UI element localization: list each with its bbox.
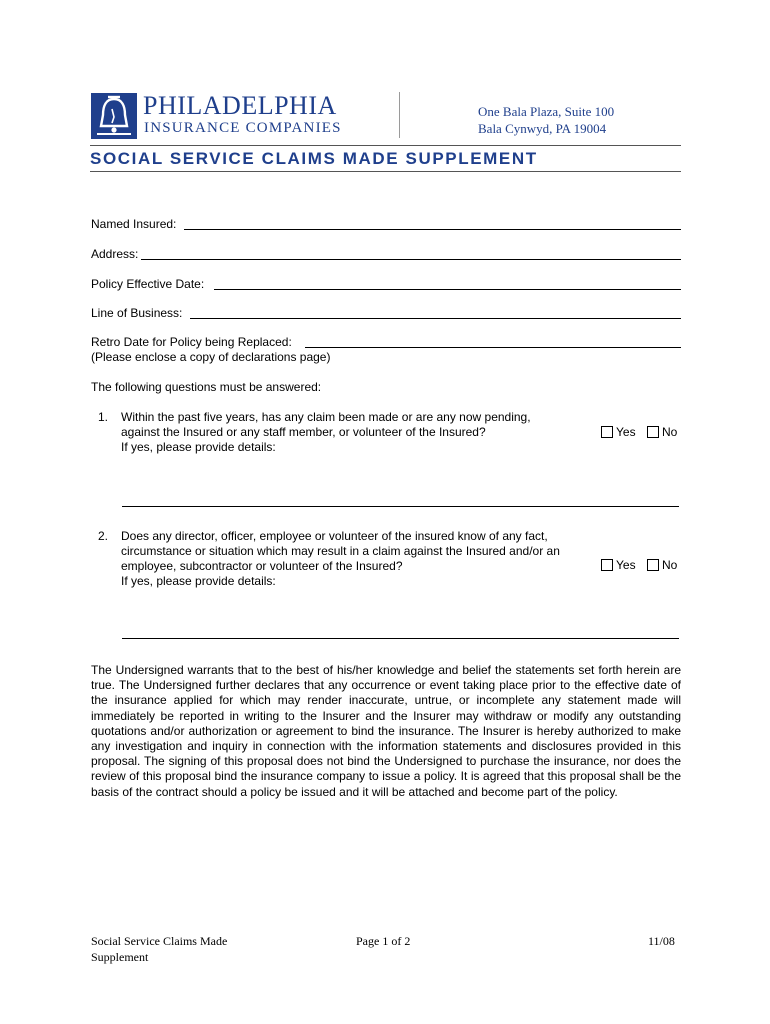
question-1-text-line-1: Within the past five years, has any claim been made or are any now pending, bbox=[121, 410, 531, 424]
liberty-bell-logo-icon bbox=[91, 93, 137, 139]
header-divider bbox=[399, 92, 400, 138]
question-2-no-label: No bbox=[662, 558, 678, 572]
policy-effective-date-field[interactable] bbox=[214, 289, 681, 290]
retro-date-label: Retro Date for Policy being Replaced: bbox=[91, 335, 292, 349]
footer-form-name-line-1: Social Service Claims Made bbox=[91, 934, 228, 948]
footer-edition: 11/08 bbox=[648, 934, 675, 948]
question-1-no-checkbox[interactable] bbox=[647, 426, 659, 438]
address-line-2: Bala Cynwyd, PA 19004 bbox=[478, 121, 607, 136]
line-of-business-label: Line of Business: bbox=[91, 306, 183, 320]
question-2-yes-checkbox[interactable] bbox=[601, 559, 613, 571]
named-insured-label: Named Insured: bbox=[91, 217, 177, 231]
footer-form-name-line-2: Supplement bbox=[91, 950, 149, 964]
question-1-yes-label: Yes bbox=[616, 425, 636, 439]
warranty-statement: The Undersigned warrants that to the best of his/her knowledge and belief the statements set forth herein are true. The Undersigned further declares that any occurrence or event taking place prior to the effective date of the insurance applied for which may render inaccurate, untrue, or incomplete any statement made will immediately be reported in writing to the Insurer and the Insurer may withdraw or modify any outstanding quotations and/or authorization or agreement to bind the insurance. The Insurer is hereby authorized to make any investigation and inquiry in connection with the information statements and disclosures provided in this proposal. The signing of this proposal does not bind the Undersigned to purchase the insurance, nor does the review of this proposal bind the insurance company to issue a policy. It is agreed that this proposal shall be the basis of the contract should a policy be issued and it will be attached and become part of the policy. bbox=[91, 663, 681, 799]
named-insured-field[interactable] bbox=[184, 229, 681, 230]
retro-note: (Please enclose a copy of declarations page) bbox=[91, 350, 331, 364]
address-field[interactable] bbox=[141, 259, 681, 260]
question-2-number: 2. bbox=[98, 529, 109, 543]
question-2-text-line-4: If yes, please provide details: bbox=[121, 574, 276, 588]
question-1-number: 1. bbox=[98, 410, 109, 424]
line-of-business-field[interactable] bbox=[190, 318, 681, 319]
questions-intro: The following questions must be answered: bbox=[91, 380, 322, 394]
policy-effective-date-label: Policy Effective Date: bbox=[91, 277, 205, 291]
question-1-yes-checkbox[interactable] bbox=[601, 426, 613, 438]
footer-page-number: Page 1 of 2 bbox=[356, 934, 411, 948]
address-line-1: One Bala Plaza, Suite 100 bbox=[478, 104, 615, 119]
question-2-text-line-2: circumstance or situation which may result in a claim against the Insured and/or an bbox=[121, 544, 560, 558]
question-2-details-field[interactable] bbox=[122, 638, 679, 639]
page-title: SOCIAL SERVICE CLAIMS MADE SUPPLEMENT bbox=[90, 149, 538, 168]
brand-name: PHILADELPHIA bbox=[143, 91, 337, 120]
question-1-text-line-3: If yes, please provide details: bbox=[121, 440, 276, 454]
question-1-details-field[interactable] bbox=[122, 506, 679, 507]
retro-date-field[interactable] bbox=[305, 347, 681, 348]
title-bottom-rule bbox=[90, 171, 681, 172]
title-top-rule bbox=[90, 145, 681, 146]
question-1-text-line-2: against the Insured or any staff member, or volunteer of the Insured? bbox=[121, 425, 486, 439]
question-2-no-checkbox[interactable] bbox=[647, 559, 659, 571]
address-label: Address: bbox=[91, 247, 139, 261]
question-2-text-line-3: employee, subcontractor or volunteer of the Insured? bbox=[121, 559, 403, 573]
question-2-text-line-1: Does any director, officer, employee or volunteer of the insured know of any fact, bbox=[121, 529, 548, 543]
question-2-yes-label: Yes bbox=[616, 558, 636, 572]
brand-subtitle: INSURANCE COMPANIES bbox=[144, 120, 342, 136]
question-1-no-label: No bbox=[662, 425, 678, 439]
